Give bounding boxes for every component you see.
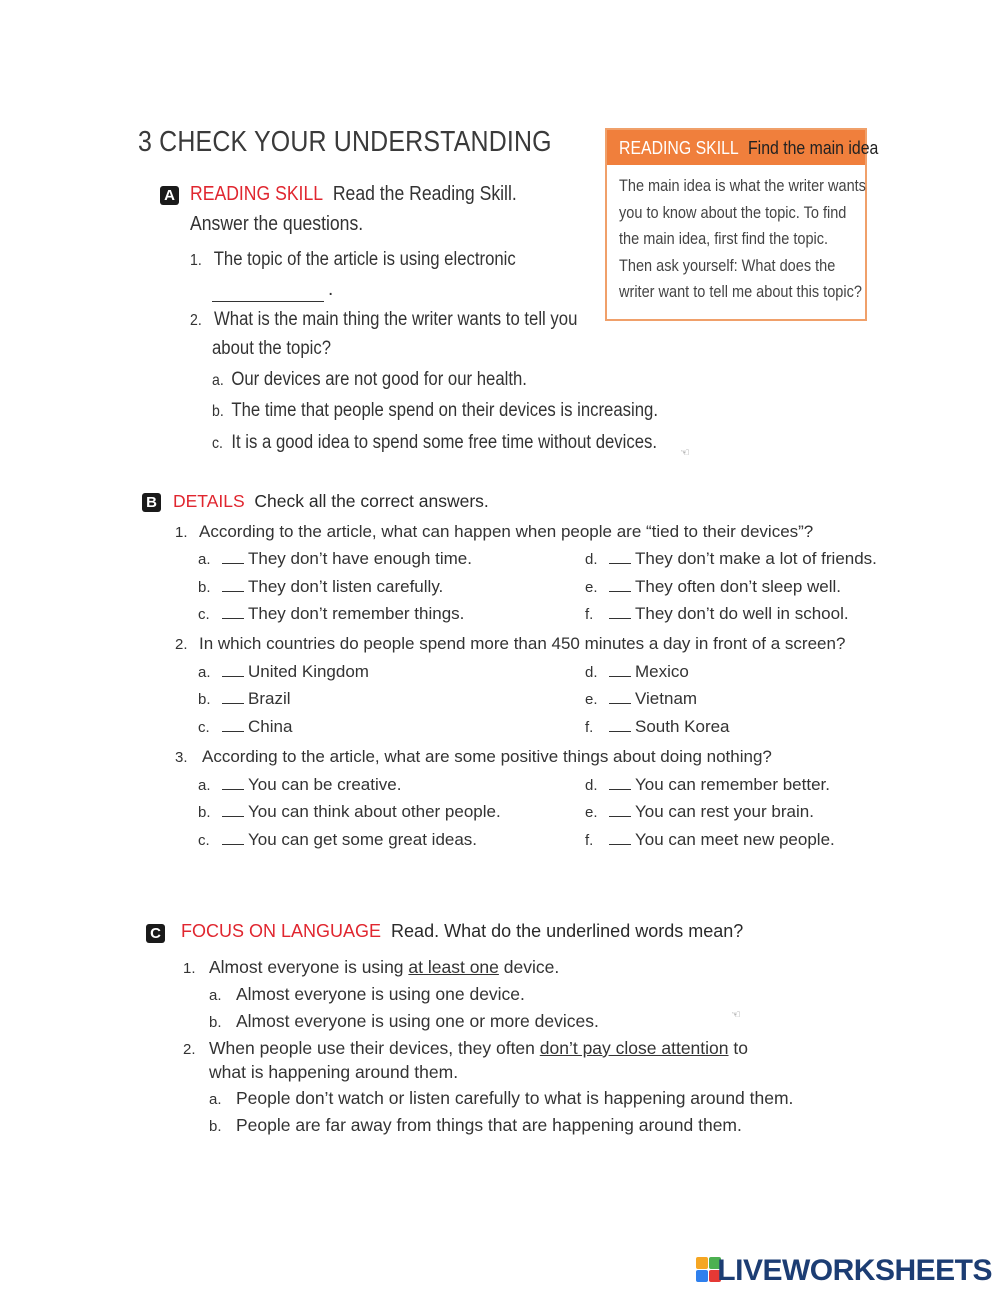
question-text: When people use their devices, they often [209, 1038, 540, 1058]
question-text: According to the article, what are some positive things about doing nothing? [202, 747, 772, 766]
section-b-question-1 [175, 522, 813, 542]
option-label: d. [585, 777, 598, 794]
section-a-instruction-1: Read the Reading Skill. [332, 183, 517, 205]
question-text: In which countries do people spend more than 450 minutes a day in front of a screen? [199, 634, 846, 653]
option-label: a. [198, 777, 211, 794]
check-blank[interactable] [609, 549, 631, 564]
section-b-q1-option-f[interactable] [585, 604, 849, 624]
section-a-heading [160, 186, 179, 205]
question-number: 2. [183, 1041, 196, 1058]
reading-skill-box-label: READING SKILL [619, 138, 739, 158]
section-b-q3-option-c[interactable] [198, 830, 477, 850]
section-b-instruction [173, 491, 489, 512]
check-blank[interactable] [609, 830, 631, 845]
option-text: You can remember better. [635, 775, 830, 794]
option-label: c. [212, 435, 223, 452]
section-a-label: READING SKILL [190, 183, 324, 205]
question-number: 1. [183, 960, 196, 977]
liveworksheets-logo: LIVEWORKSHEETS [717, 1254, 992, 1287]
section-b-q1-option-c[interactable] [198, 604, 464, 624]
hand-pointer-icon: ☜ [731, 1009, 741, 1021]
section-b-question-2 [175, 634, 845, 654]
option-label: b. [198, 691, 211, 708]
check-blank[interactable] [222, 830, 244, 845]
punctuation: . [328, 279, 334, 300]
reading-skill-box-header [607, 130, 879, 165]
section-b-q1-option-b[interactable] [198, 577, 443, 597]
option-label: b. [198, 804, 211, 821]
option-label: d. [585, 664, 598, 681]
check-blank[interactable] [222, 549, 244, 564]
option-label: f. [585, 719, 594, 736]
section-b-question-3 [175, 747, 772, 767]
section-a-question-1 [190, 249, 516, 271]
section-b-heading [142, 493, 161, 512]
question-text: The topic of the article is using electronic [213, 249, 516, 270]
question-text: Almost everyone is using [209, 957, 409, 977]
section-b-q2-option-f[interactable] [585, 717, 730, 737]
reading-skill-line: the main idea, first find the topic. [619, 230, 829, 248]
section-b-q2-option-b[interactable] [198, 689, 291, 709]
section-b-q2-option-a[interactable] [198, 662, 369, 682]
option-label: a. [209, 1091, 222, 1108]
section-a-option-b[interactable] [212, 400, 658, 422]
option-label: e. [585, 579, 598, 596]
option-label: a. [209, 987, 222, 1004]
option-text: The time that people spend on their devices is increasing. [231, 400, 658, 421]
section-b-q1-option-a[interactable] [198, 549, 472, 569]
option-text: Almost everyone is using one or more devices. [236, 1011, 599, 1031]
option-text: They don’t have enough time. [248, 549, 472, 568]
reading-skill-line: Then ask yourself: What does the [619, 256, 836, 275]
reading-skill-line: you to know about the topic. To find [619, 203, 847, 222]
option-label: c. [198, 606, 210, 623]
option-text: People are far away from things that are happening around them. [236, 1115, 742, 1135]
section-a-instruction [190, 183, 517, 206]
question-text-end: device. [498, 957, 560, 977]
question-number: 1. [175, 524, 188, 541]
section-b-q1-option-e[interactable] [585, 577, 841, 597]
option-label: f. [585, 606, 594, 623]
option-label: c. [198, 719, 210, 736]
section-c-label: FOCUS ON LANGUAGE [181, 921, 382, 941]
section-c-question-2-line-2: what is happening around them. [209, 1062, 459, 1082]
check-blank[interactable] [222, 577, 244, 592]
section-c-instruction [181, 921, 743, 942]
check-blank[interactable] [609, 775, 631, 790]
section-b-q3-option-e[interactable] [585, 802, 814, 822]
section-a-instruction-2: Answer the questions. [190, 213, 364, 235]
check-blank[interactable] [222, 802, 244, 817]
section-b-q2-option-e[interactable] [585, 689, 697, 709]
section-c-question-2 [183, 1038, 748, 1059]
section-b-q2-option-c[interactable] [198, 717, 292, 737]
option-text: United Kingdom [248, 662, 369, 681]
option-label: e. [585, 691, 598, 708]
check-blank[interactable] [609, 662, 631, 677]
section-c-question-1 [183, 957, 559, 978]
section-c-badge: C [146, 924, 165, 943]
question-text: What is the main thing the writer wants to tell you [214, 309, 578, 330]
question-number: 1. [190, 252, 202, 269]
check-blank[interactable] [222, 689, 244, 704]
check-blank[interactable] [609, 802, 631, 817]
option-label: a. [198, 551, 211, 568]
reading-skill-box [605, 128, 879, 321]
answer-blank[interactable] [212, 279, 324, 302]
check-blank[interactable] [609, 717, 631, 732]
option-label: c. [198, 832, 210, 849]
section-b-q3-option-d[interactable] [585, 775, 830, 795]
section-b-q3-option-b[interactable] [198, 802, 501, 822]
check-blank[interactable] [222, 662, 244, 677]
section-a-option-a[interactable] [212, 369, 527, 391]
section-c-heading [146, 924, 165, 943]
option-text: Almost everyone is using one device. [236, 984, 525, 1004]
reading-skill-box-heading: Find the main idea [748, 138, 879, 158]
reading-skill-line: The main idea is what the writer wants [619, 177, 866, 195]
option-label: a. [212, 372, 224, 389]
section-c-q2-option-a[interactable] [209, 1088, 793, 1109]
option-text: They often don’t sleep well. [635, 577, 842, 596]
check-blank[interactable] [609, 604, 631, 619]
reading-skill-box-text [607, 165, 865, 306]
question-number: 3. [175, 749, 188, 766]
option-label: d. [585, 551, 598, 568]
option-label: e. [585, 804, 598, 821]
option-text: You can meet new people. [635, 830, 835, 849]
section-c-q2-option-b[interactable] [209, 1115, 742, 1136]
question-text: According to the article, what can happen when people are “tied to their devices”? [199, 522, 814, 541]
option-text: You can rest your brain. [635, 802, 814, 821]
check-blank[interactable] [222, 717, 244, 732]
option-text: You can get some great ideas. [248, 830, 478, 849]
option-text: They don’t remember things. [248, 604, 465, 623]
check-blank[interactable] [222, 604, 244, 619]
underlined-phrase: at least one [408, 957, 499, 977]
option-text: You can think about other people. [248, 802, 501, 821]
check-blank[interactable] [222, 775, 244, 790]
question-number: 2. [175, 636, 188, 653]
option-text: Brazil [248, 689, 291, 708]
section-a-question-2 [190, 309, 577, 331]
section-b-q3-option-f[interactable] [585, 830, 835, 850]
option-text: They don’t make a lot of friends. [635, 549, 877, 568]
section-a-option-c[interactable] [212, 432, 657, 454]
section-a-question-2-line-2: about the topic? [212, 338, 331, 359]
option-text: Vietnam [635, 689, 698, 708]
reading-skill-line: writer want to tell me about this topic? [619, 283, 862, 301]
section-c-q1-option-b[interactable] [209, 1011, 599, 1032]
section-b-label: DETAILS [173, 491, 245, 511]
section-a-badge: A [160, 186, 179, 205]
check-blank[interactable] [609, 577, 631, 592]
section-b-q1-option-d[interactable] [585, 549, 877, 569]
option-label: b. [212, 403, 224, 420]
question-text-end: to [728, 1038, 748, 1058]
page-title: 3 CHECK YOUR UNDERSTANDING [138, 126, 552, 158]
section-b-instruction-text: Check all the correct answers. [254, 491, 489, 511]
section-c-q1-option-a[interactable] [209, 984, 525, 1005]
option-text: South Korea [635, 717, 730, 736]
option-label: f. [585, 832, 594, 849]
question-number: 2. [190, 312, 202, 329]
option-label: b. [209, 1014, 222, 1031]
underlined-phrase: don’t pay close attention [539, 1038, 729, 1058]
option-label: a. [198, 664, 211, 681]
option-text: It is a good idea to spend some free time without devices. [231, 432, 658, 453]
hand-pointer-icon: ☜ [680, 447, 690, 459]
section-a-question-1-answer [212, 279, 333, 302]
section-b-badge: B [142, 493, 161, 512]
option-text: You can be creative. [248, 775, 402, 794]
option-text: People don’t watch or listen carefully to what is happening around them. [236, 1088, 794, 1108]
option-text: China [248, 717, 293, 736]
section-b-q2-option-d[interactable] [585, 662, 689, 682]
option-text: Mexico [635, 662, 689, 681]
option-label: b. [198, 579, 211, 596]
check-blank[interactable] [609, 689, 631, 704]
option-text: They don’t do well in school. [635, 604, 849, 623]
section-c-instruction-text: Read. What do the underlined words mean? [391, 921, 744, 941]
option-label: b. [209, 1118, 222, 1135]
option-text: Our devices are not good for our health. [231, 369, 527, 390]
section-b-q3-option-a[interactable] [198, 775, 401, 795]
option-text: They don’t listen carefully. [248, 577, 444, 596]
